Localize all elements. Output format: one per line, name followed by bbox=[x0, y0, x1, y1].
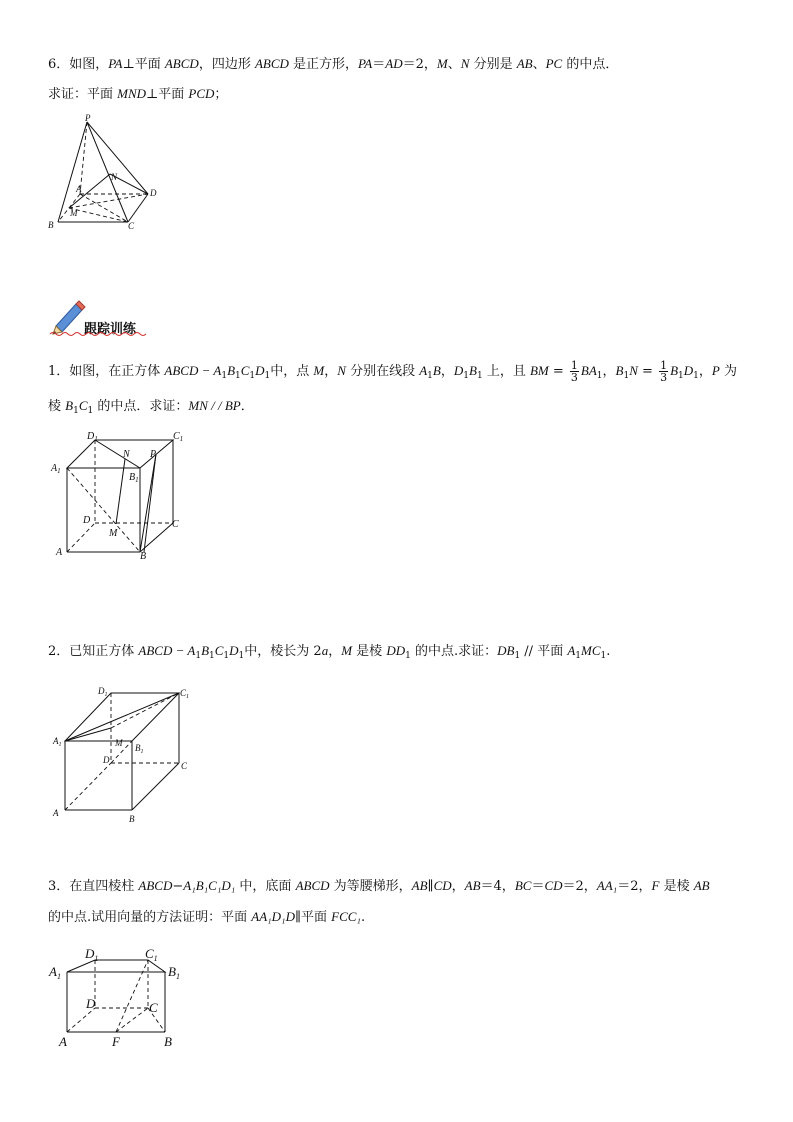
label-D: D bbox=[86, 996, 96, 1011]
text-span: ＝4， bbox=[480, 879, 515, 894]
math-text: PA bbox=[358, 56, 373, 71]
denominator: 3 bbox=[660, 371, 668, 384]
subscript: 1 bbox=[238, 651, 245, 661]
label-C: C bbox=[181, 761, 188, 771]
label-C1: $C_1$ bbox=[145, 946, 158, 963]
math-text: MC bbox=[581, 643, 601, 658]
subscript: 1 bbox=[427, 371, 433, 381]
math-text: ∥ bbox=[294, 909, 301, 924]
section-underline bbox=[50, 331, 150, 337]
math-text: B bbox=[615, 363, 624, 378]
text-span: 棱 bbox=[48, 399, 66, 414]
subscript: 1 bbox=[514, 651, 521, 661]
math-text: a bbox=[321, 643, 329, 658]
label-C: C bbox=[149, 1000, 158, 1015]
math-text: A bbox=[567, 643, 576, 658]
text-span: ， bbox=[440, 364, 454, 379]
pencil-icon bbox=[50, 298, 86, 334]
segment-BP bbox=[140, 454, 156, 552]
text-span: // 平面 bbox=[520, 644, 568, 659]
text-span: 平面 bbox=[300, 910, 332, 925]
text-span: 为 bbox=[719, 364, 737, 379]
segment-BP-outline bbox=[144, 454, 156, 552]
subscript: 1 bbox=[596, 371, 603, 381]
edge-CD bbox=[128, 194, 148, 222]
label-C: C bbox=[172, 519, 179, 530]
text-span: 的中点.试用向量的方法证明：平面 bbox=[48, 910, 252, 925]
label-B: B bbox=[129, 814, 135, 824]
math-text: BA bbox=[580, 363, 597, 378]
subscript: 1 bbox=[249, 371, 256, 381]
edge-AD bbox=[65, 763, 111, 810]
problem-1-figure bbox=[45, 425, 195, 565]
math-text: N bbox=[460, 56, 470, 71]
subscript: 1 bbox=[600, 651, 607, 661]
math-text: BP bbox=[224, 398, 241, 413]
text-span: ＝ bbox=[372, 57, 386, 72]
math-text: ABCD bbox=[254, 56, 289, 71]
text-span: 为等腰梯形， bbox=[329, 879, 412, 894]
subscript: 1 bbox=[678, 371, 684, 381]
face-top bbox=[67, 960, 165, 972]
denominator: 3 bbox=[570, 371, 578, 384]
text-span: 的中点.求证： bbox=[410, 644, 498, 659]
label-B1: $B_1$ bbox=[129, 472, 139, 484]
section-title: 跟踪训练 bbox=[84, 322, 137, 337]
edge-PC bbox=[87, 122, 128, 222]
problem-1-number: 1．如图，在正方体 bbox=[48, 364, 165, 379]
text-span: 是棱 bbox=[659, 879, 694, 894]
label-D1: $D_1$ bbox=[87, 431, 98, 443]
problem-3-statement bbox=[48, 877, 710, 896]
segment-FC bbox=[116, 1008, 148, 1032]
math-text: AB bbox=[693, 878, 710, 893]
label-A: A bbox=[53, 808, 59, 818]
text-span: ， bbox=[602, 364, 616, 379]
label-D: D bbox=[150, 188, 157, 198]
text-span: ＝2， bbox=[402, 57, 437, 72]
edge-PD bbox=[87, 122, 148, 194]
problem-1-prove bbox=[48, 397, 254, 420]
subscript: 1 bbox=[405, 651, 411, 661]
problem-3-prove bbox=[48, 908, 365, 927]
label-B: B bbox=[164, 1034, 172, 1049]
text-span: ＝ bbox=[531, 879, 545, 894]
text-span: 求证：平面 bbox=[48, 87, 118, 102]
text-span: − bbox=[172, 879, 184, 894]
segment-MC bbox=[69, 208, 128, 222]
math-text: C bbox=[240, 363, 250, 378]
math-text: B bbox=[65, 398, 74, 413]
subscript: 1 bbox=[235, 371, 241, 381]
label-A: A bbox=[56, 547, 63, 558]
math-text: ABCD bbox=[138, 878, 173, 893]
text-span: 中，底面 bbox=[235, 879, 296, 894]
segment-A1C1 bbox=[65, 693, 179, 741]
math-text: BC bbox=[514, 878, 532, 893]
subscript: 1 bbox=[87, 406, 94, 416]
math-text: B bbox=[227, 363, 236, 378]
label-P: P bbox=[85, 113, 91, 123]
problem-1-statement bbox=[48, 360, 737, 385]
label-D: D bbox=[103, 755, 110, 765]
text-span: ， bbox=[328, 644, 342, 659]
text-span: ； bbox=[214, 87, 228, 102]
math-text: CD bbox=[433, 878, 452, 893]
problem-6-statement bbox=[48, 55, 618, 74]
subscript: 1 bbox=[623, 371, 630, 381]
segment-AC bbox=[80, 194, 128, 222]
problem-2-statement bbox=[48, 642, 610, 665]
problem-6-figure bbox=[40, 112, 170, 237]
text-span: ＝2， bbox=[617, 879, 652, 894]
math-text: C bbox=[214, 643, 224, 658]
label-A1: $A_1$ bbox=[51, 463, 61, 475]
label-M: M bbox=[115, 738, 123, 748]
text-span: ⊥平面 bbox=[122, 57, 165, 72]
label-F: F bbox=[112, 1034, 120, 1049]
math-text: PC bbox=[545, 56, 563, 71]
problem-6-prove bbox=[48, 85, 227, 104]
label-B1: $B_1$ bbox=[135, 743, 144, 755]
subscript: 1 bbox=[693, 371, 699, 381]
text-span: 的中点．求证： bbox=[93, 399, 189, 414]
math-text: C bbox=[78, 398, 88, 413]
math-text: D bbox=[683, 363, 694, 378]
label-M: M bbox=[70, 208, 78, 218]
subscript: 1 bbox=[264, 371, 271, 381]
text-span: 中，棱长为 2 bbox=[244, 644, 322, 659]
numerator: 1 bbox=[570, 359, 578, 372]
math-text: M bbox=[436, 56, 448, 71]
problem-3-number: 3．在直四棱柱 bbox=[48, 879, 139, 894]
subscript: 1 bbox=[476, 371, 483, 381]
math-text: N bbox=[337, 363, 346, 378]
math-text: P bbox=[711, 363, 720, 378]
segment-MN bbox=[116, 459, 125, 524]
text-span: 上，且 bbox=[482, 364, 530, 379]
math-text: D bbox=[453, 363, 464, 378]
label-C1: $C_1$ bbox=[180, 688, 190, 700]
math-text: B bbox=[432, 363, 441, 378]
text-span: ⊥平面 bbox=[146, 87, 189, 102]
subscript: 1 bbox=[209, 651, 215, 661]
fraction-one-third bbox=[570, 360, 579, 383]
math-text: M bbox=[341, 643, 353, 658]
text-span: ＝2， bbox=[562, 879, 597, 894]
math-text: DD bbox=[386, 643, 406, 658]
math-text: ABCD − A bbox=[164, 363, 222, 378]
label-P: P bbox=[150, 449, 157, 460]
subscript: 1 bbox=[463, 371, 469, 381]
label-A1: $A_1$ bbox=[53, 736, 62, 748]
math-text: FCC₁ bbox=[331, 909, 361, 924]
segment-MD bbox=[69, 194, 148, 208]
fraction-one-third bbox=[659, 360, 668, 383]
text-span: = bbox=[637, 364, 658, 379]
subscript: 1 bbox=[73, 406, 79, 416]
subscript: 1 bbox=[223, 651, 230, 661]
math-text: / / bbox=[207, 398, 225, 413]
text-span: 的中点． bbox=[562, 57, 619, 72]
math-text: PCD bbox=[188, 86, 215, 101]
math-text: PA bbox=[108, 56, 123, 71]
text-span: ， bbox=[324, 364, 338, 379]
face-top bbox=[67, 440, 173, 468]
math-text: F bbox=[651, 878, 660, 893]
label-B1: $B_1$ bbox=[168, 964, 180, 981]
math-text: MN bbox=[188, 398, 208, 413]
label-A1: $A_1$ bbox=[49, 964, 61, 981]
text-span: 是棱 bbox=[352, 644, 387, 659]
label-A: A bbox=[76, 184, 82, 194]
problem-2-number: 2．已知正方体 bbox=[48, 644, 139, 659]
math-text: ∥ bbox=[427, 878, 434, 893]
subscript: 1 bbox=[195, 651, 202, 661]
edge-AD bbox=[67, 523, 95, 552]
text-span: ， bbox=[451, 879, 465, 894]
text-span: 、 bbox=[447, 57, 461, 72]
text-span: ，四边形 bbox=[198, 57, 255, 72]
math-text: AA₁D₁D bbox=[251, 909, 295, 924]
math-text: ABCD bbox=[295, 878, 330, 893]
math-text: AD bbox=[385, 56, 403, 71]
math-text: D bbox=[229, 643, 239, 658]
label-B: B bbox=[48, 220, 54, 230]
text-span: 分别在线段 bbox=[345, 364, 420, 379]
math-text: B bbox=[670, 363, 679, 378]
math-text: B bbox=[201, 643, 210, 658]
label-D: D bbox=[83, 515, 91, 526]
math-text: CD bbox=[544, 878, 563, 893]
math-text: DB bbox=[497, 643, 515, 658]
math-text: AB bbox=[516, 56, 533, 71]
math-text: D bbox=[255, 363, 265, 378]
math-text: AB bbox=[464, 878, 481, 893]
label-A: A bbox=[59, 1034, 67, 1049]
math-text: N bbox=[629, 363, 638, 378]
text-span: 中，点 bbox=[270, 364, 314, 379]
text-span: 是正方形， bbox=[288, 57, 359, 72]
edge-AD bbox=[67, 1008, 95, 1032]
math-text: AA₁ bbox=[596, 878, 618, 893]
segment-D1B1 bbox=[95, 440, 140, 468]
problem-2-figure bbox=[45, 683, 200, 828]
text-span: 分别是 bbox=[469, 57, 517, 72]
subscript: 1 bbox=[575, 651, 582, 661]
label-C1: $C_1$ bbox=[173, 431, 184, 443]
label-D1: $D_1$ bbox=[98, 686, 108, 698]
math-text: MND bbox=[117, 86, 147, 101]
text-span: . bbox=[360, 910, 366, 925]
text-span: ． bbox=[240, 399, 254, 414]
label-B: B bbox=[140, 551, 147, 562]
math-text: B bbox=[469, 363, 477, 378]
label-C: C bbox=[128, 221, 135, 231]
label-N: N bbox=[123, 449, 130, 460]
text-span: . bbox=[606, 644, 611, 659]
math-text: M bbox=[313, 363, 325, 378]
text-span: ， bbox=[698, 364, 712, 379]
problem-6-number: 6．如图， bbox=[48, 57, 109, 72]
segment-MC1 bbox=[111, 693, 179, 728]
edge-BC bbox=[132, 763, 179, 810]
math-text: AB bbox=[411, 878, 428, 893]
math-text: ABCD − A bbox=[138, 643, 196, 658]
label-M: M bbox=[109, 528, 118, 539]
problem-3-figure bbox=[45, 942, 195, 1052]
label-N: N bbox=[111, 172, 118, 182]
math-text: BM bbox=[529, 363, 549, 378]
subscript: 1 bbox=[221, 371, 228, 381]
math-text: A₁B₁C₁D₁ bbox=[183, 878, 236, 893]
text-span: 、 bbox=[532, 57, 546, 72]
segment-FC1 bbox=[116, 960, 148, 1032]
numerator: 1 bbox=[660, 359, 668, 372]
label-D1: $D_1$ bbox=[85, 946, 99, 963]
text-span: = bbox=[548, 364, 568, 379]
math-text: A bbox=[419, 363, 428, 378]
math-text: ABCD bbox=[164, 56, 199, 71]
